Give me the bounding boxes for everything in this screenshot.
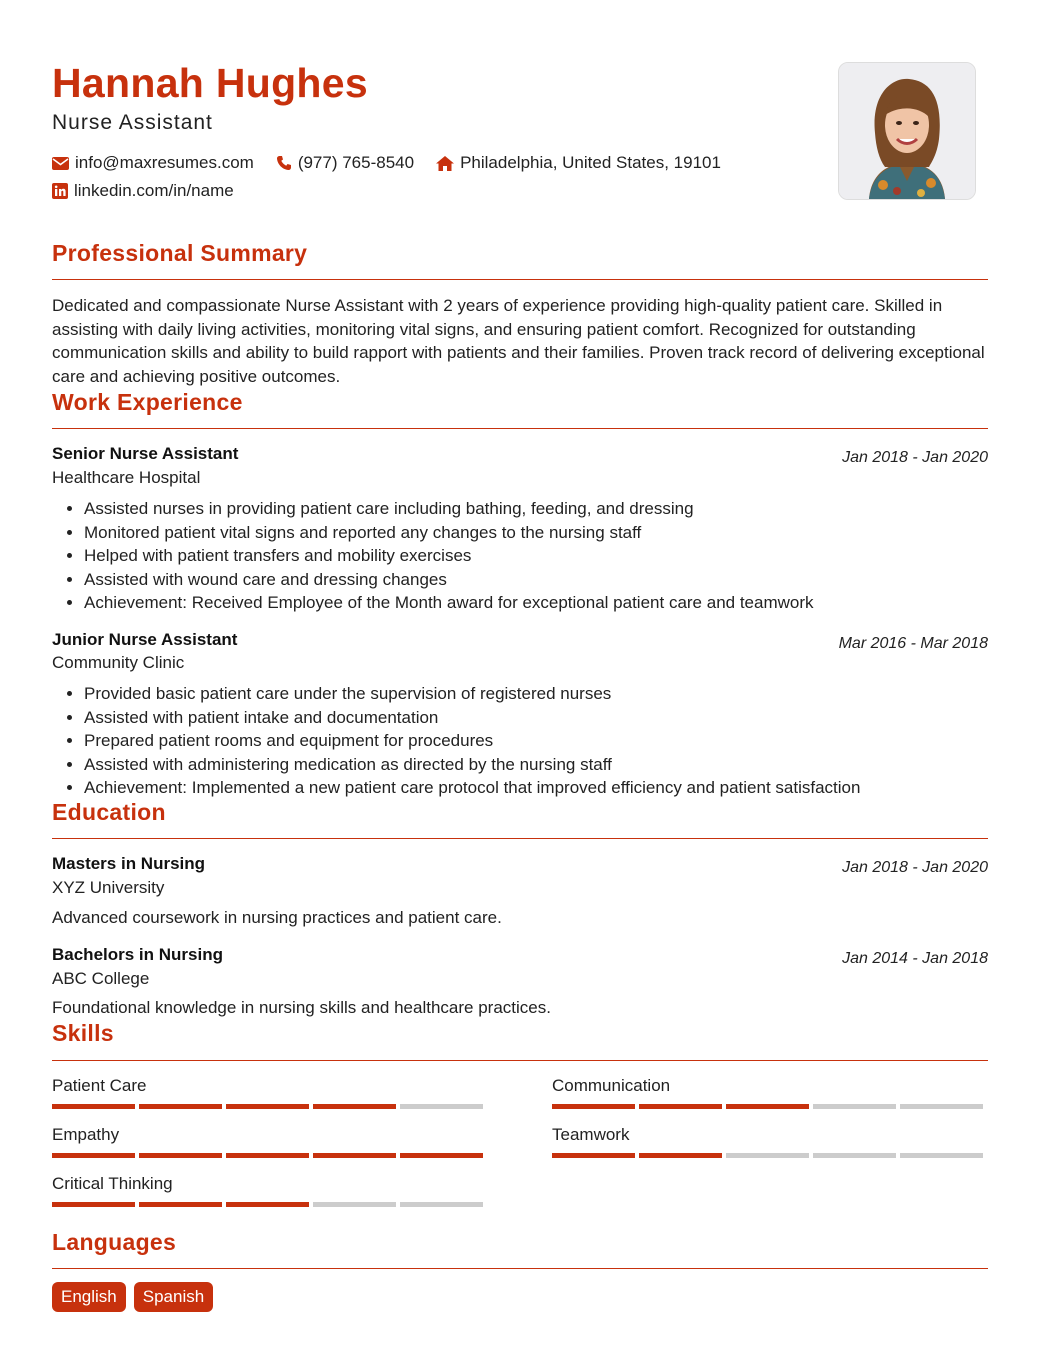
skill-label: Empathy (52, 1125, 120, 1144)
skill-segment (313, 1202, 396, 1207)
job-dates: Mar 2016 - Mar 2018 (838, 635, 988, 652)
skill-segment (726, 1104, 809, 1109)
experience-divider (52, 428, 988, 429)
contact-email[interactable] (52, 153, 254, 173)
job-bullet: • Assisted with patient intake and documentation (84, 706, 984, 730)
skill-segment (639, 1153, 722, 1158)
envelope-icon (52, 157, 69, 170)
skill-segment (139, 1202, 222, 1207)
skill-segment (400, 1202, 483, 1207)
school-name: XYZ University (52, 878, 165, 897)
skill-segment (313, 1153, 396, 1158)
skill-label: Patient Care (52, 1076, 147, 1095)
skill-level-bar (52, 1104, 483, 1109)
skill-segment (552, 1153, 635, 1158)
experience-heading: Work Experience (52, 389, 243, 415)
skill-label: Teamwork (552, 1125, 630, 1144)
skill-segment (139, 1104, 222, 1109)
phone-text: (977) 765-8540 (297, 153, 415, 172)
job-bullets (52, 682, 984, 800)
linkedin-text: linkedin.com/in/name (74, 181, 234, 200)
skill-level-bar (52, 1202, 483, 1207)
skill-level-bar (552, 1153, 983, 1158)
contact-location (436, 153, 721, 173)
job-title: Junior Nurse Assistant (52, 630, 238, 649)
candidate-name: Hannah Hughes (52, 60, 368, 106)
contact-linkedin[interactable] (52, 181, 234, 201)
languages-divider (52, 1268, 988, 1269)
skills-divider (52, 1060, 988, 1061)
phone-icon (276, 155, 292, 171)
language-badge: Spanish (134, 1282, 213, 1312)
job-bullet: • Assisted nurses in providing patient care including bathing, feeding, and dressing (84, 497, 984, 521)
contact-info (52, 149, 743, 205)
summary-divider (52, 279, 988, 280)
location-text: Philadelphia, United States, 19101 (460, 153, 721, 172)
degree-dates: Jan 2014 - Jan 2018 (842, 950, 988, 967)
contact-phone[interactable] (276, 153, 414, 173)
school-name: ABC College (52, 969, 150, 988)
job-bullet: • Achievement: Received Employee of the Month award for exceptional patient care and teamwork (84, 591, 984, 615)
skill-segment (813, 1153, 896, 1158)
job-bullet: • Assisted with wound care and dressing changes (84, 568, 984, 592)
skill-segment (226, 1153, 309, 1158)
skill-segment (139, 1153, 222, 1158)
summary-heading: Professional Summary (52, 240, 308, 266)
skill-segment (400, 1153, 483, 1158)
skill-level-bar (552, 1104, 983, 1109)
job-bullet: • Achievement: Implemented a new patient care protocol that improved efficiency and patient satisfaction (84, 776, 984, 800)
languages-heading: Languages (52, 1229, 177, 1255)
degree-description: Advanced coursework in nursing practices and patient care. (52, 908, 502, 927)
job-bullet: • Provided basic patient care under the supervision of registered nurses (84, 682, 984, 706)
skill-segment (313, 1104, 396, 1109)
skill-segment (900, 1153, 983, 1158)
skill-segment (900, 1104, 983, 1109)
skill-segment (726, 1153, 809, 1158)
summary-text: Dedicated and compassionate Nurse Assistant with 2 years of experience providing high-quality patient care. Skilled in assisting with daily living activities, monitoring vital signs, and ensuring patient comfort. Recognized for outstanding communication skills and ability to build rapport with patients and their families. Proven track record of delivering exceptional care and achieving positive outcomes. (52, 296, 985, 386)
skill-level-bar (52, 1153, 483, 1158)
skill-segment (52, 1153, 135, 1158)
skill-segment (639, 1104, 722, 1109)
education-heading: Education (52, 799, 166, 825)
skill-label: Communication (552, 1076, 671, 1095)
skill-segment (400, 1104, 483, 1109)
email-text: info@maxresumes.com (75, 153, 254, 172)
skills-heading: Skills (52, 1020, 114, 1046)
skill-label: Critical Thinking (52, 1174, 173, 1193)
job-bullet: • Helped with patient transfers and mobility exercises (84, 544, 984, 568)
job-org: Community Clinic (52, 653, 185, 672)
degree-description: Foundational knowledge in nursing skills and healthcare practices. (52, 998, 551, 1017)
skill-segment (552, 1104, 635, 1109)
skill-segment (52, 1202, 135, 1207)
job-bullets (52, 497, 984, 615)
degree-title: Masters in Nursing (52, 854, 206, 873)
job-org: Healthcare Hospital (52, 468, 201, 487)
home-icon (436, 156, 454, 171)
degree-title: Bachelors in Nursing (52, 945, 223, 964)
candidate-title: Nurse Assistant (52, 111, 213, 134)
job-bullet: • Monitored patient vital signs and reported any changes to the nursing staff (84, 521, 984, 545)
skill-segment (52, 1104, 135, 1109)
skill-segment (226, 1104, 309, 1109)
job-bullet: • Prepared patient rooms and equipment for procedures (84, 729, 984, 753)
skill-segment (813, 1104, 896, 1109)
profile-photo (838, 62, 976, 200)
language-badge: English (52, 1282, 126, 1312)
education-divider (52, 838, 988, 839)
skill-segment (226, 1202, 309, 1207)
linkedin-icon (52, 183, 68, 199)
job-bullet: • Assisted with administering medication as directed by the nursing staff (84, 753, 984, 777)
job-dates: Jan 2018 - Jan 2020 (842, 449, 988, 466)
degree-dates: Jan 2018 - Jan 2020 (842, 859, 988, 876)
job-title: Senior Nurse Assistant (52, 444, 239, 463)
languages-list (52, 1282, 213, 1312)
